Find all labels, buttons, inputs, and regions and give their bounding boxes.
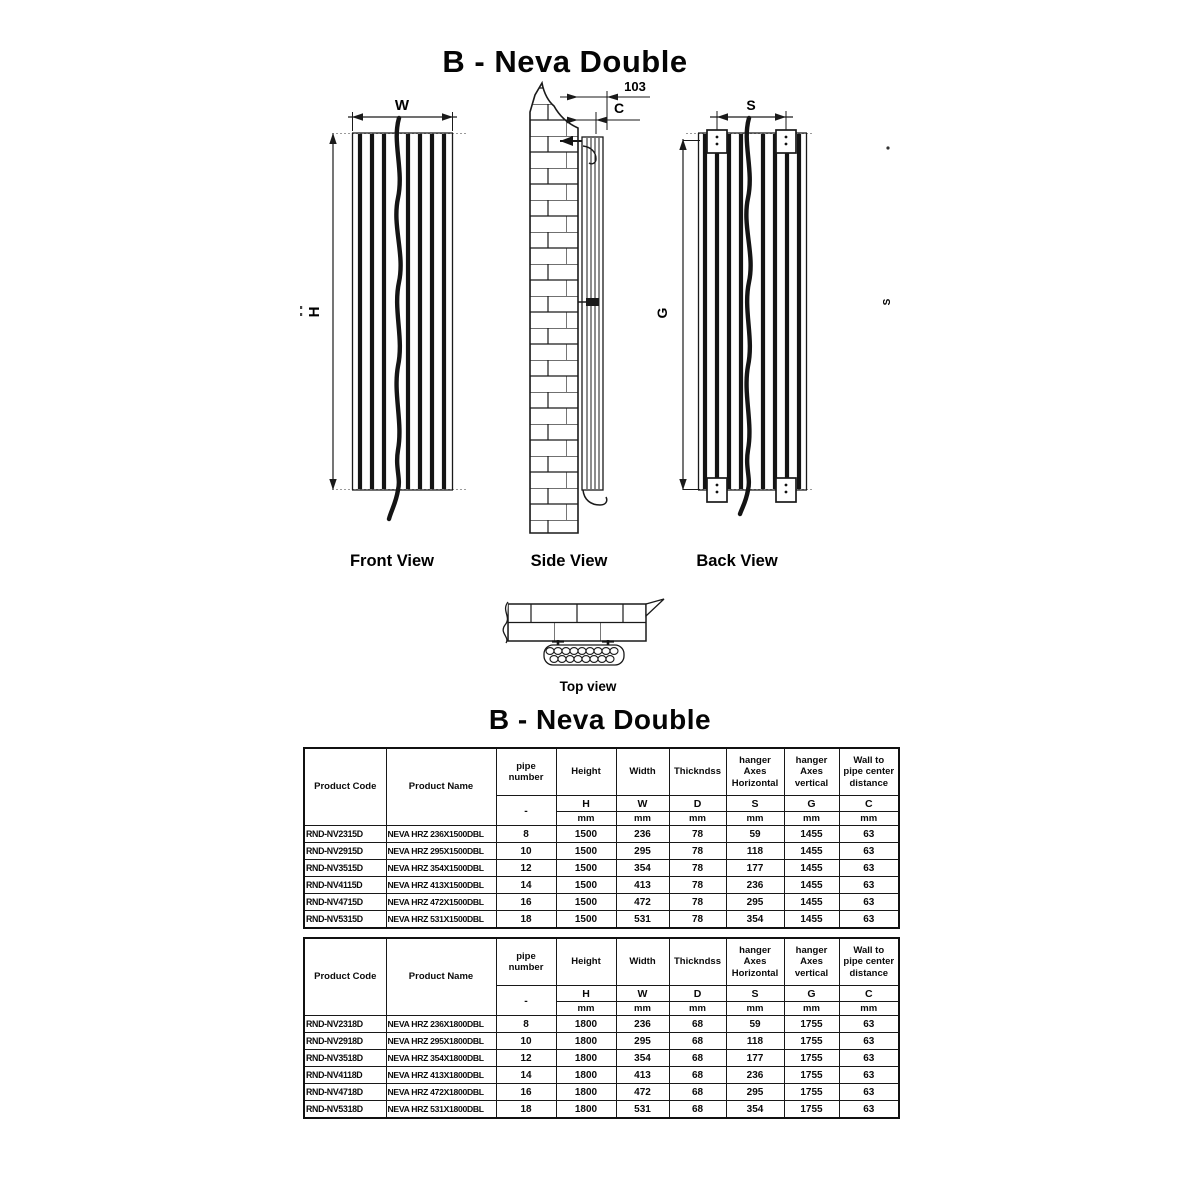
table-section-title: B - Neva Double [488,704,712,735]
table-cell: 16 [496,1084,556,1101]
table-cell: RND-NV2315D [304,826,386,843]
header-product-code: Product Code [304,748,386,826]
table-row [304,894,899,911]
table-cell: 1455 [784,877,839,894]
table-cell: 118 [726,843,784,860]
table-cell: RND-NV2318D [304,1016,386,1033]
table-cell: 354 [726,911,784,929]
table-cell: 8 [496,1016,556,1033]
table-cell: 10 [496,843,556,860]
table-cell: 78 [669,843,726,860]
header-hanger-vertical: hanger Axes vertical [784,938,839,986]
table-cell: 1800 [556,1016,616,1033]
symbol-cell: H [556,986,616,1002]
table-cell: RND-NV2915D [304,843,386,860]
top-view-drawing [503,599,664,694]
table-cell: 1500 [556,877,616,894]
print-artifact [300,313,302,316]
wall-section [530,83,578,533]
table-cell: NEVA HRZ 531X1500DBL [386,911,496,929]
header-thickness: Thickndss [669,748,726,796]
table-cell: 1800 [556,1101,616,1119]
table-cell: 68 [669,1050,726,1067]
table-cell: 68 [669,1067,726,1084]
unit-cell: mm [726,812,784,826]
table-cell: 1455 [784,894,839,911]
table-cell: 78 [669,860,726,877]
table-cell: 78 [669,826,726,843]
table-cell: 295 [616,843,669,860]
front-view-label: Front View [349,552,435,570]
table-cell: 1500 [556,911,616,929]
table-cell: 78 [669,894,726,911]
symbol-cell: D [669,796,726,812]
wall-bracket-middle [578,298,599,306]
height-dim-label: H [306,306,323,318]
table-cell: 472 [616,1084,669,1101]
print-artifact-dot [886,146,889,149]
table-cell: 1800 [556,1050,616,1067]
header-pipe-number: pipe number [496,748,556,796]
table-row [304,860,899,877]
table-cell: 63 [839,1016,899,1033]
symbol-cell: W [616,986,669,1002]
table-cell: 236 [616,826,669,843]
table-cell: 1455 [784,911,839,929]
table-cell: 12 [496,1050,556,1067]
table-cell: 295 [616,1033,669,1050]
table-row [304,1033,899,1050]
header-width: Width [616,938,669,986]
back-view-label: Back View [696,552,778,570]
symbol-cell: - [496,986,556,1016]
back-view-drawing [654,97,814,570]
table-cell: 1800 [556,1084,616,1101]
table-cell: NEVA HRZ 236X1500DBL [386,826,496,843]
table-cell: 63 [839,1101,899,1119]
offset-dimension [560,91,650,130]
table-cell: 12 [496,860,556,877]
table-cell: 59 [726,826,784,843]
hanger-horizontal-dimension [710,111,793,130]
symbol-cell: S [726,796,784,812]
table-cell: 295 [726,1084,784,1101]
header-wall-to-pipe: Wall to pipe center distance [839,748,899,796]
table-cell: RND-NV4115D [304,877,386,894]
pipe-break-line [389,118,401,519]
table-cell: NEVA HRZ 354X1500DBL [386,860,496,877]
unit-cell: mm [784,1002,839,1016]
unit-cell: mm [839,812,899,826]
table-cell: 63 [839,860,899,877]
table-row [304,911,899,929]
radiator-tubes [705,134,799,489]
symbol-cell: C [839,986,899,1002]
symbol-cell: G [784,796,839,812]
unit-cell: mm [616,1002,669,1016]
wall-to-pipe-dim-label: C [613,100,625,116]
header-hanger-vertical: hanger Axes vertical [784,748,839,796]
hanger-vertical-dim-label: G [654,307,670,319]
table-cell: 1755 [784,1084,839,1101]
radiator-side-profile [582,137,603,490]
hanger-horizontal-dim-label: S [746,97,756,113]
table-cell: 63 [839,1033,899,1050]
header-hanger-horizontal: hanger Axes Horizontal [726,748,784,796]
table-cell: 63 [839,1050,899,1067]
table-cell: NEVA HRZ 236X1800DBL [386,1016,496,1033]
offset-dim-label: 103 [624,79,646,94]
table-row [304,1067,899,1084]
table-cell: 59 [726,1016,784,1033]
table-cell: 177 [726,1050,784,1067]
table-cell: 354 [726,1101,784,1119]
table-cell: 1755 [784,1016,839,1033]
symbol-cell: W [616,796,669,812]
width-dimension [348,112,457,131]
table-cell: NEVA HRZ 472X1500DBL [386,894,496,911]
radiator-cross-section [544,645,624,665]
table-cell: 63 [839,1067,899,1084]
table-cell: 1800 [556,1033,616,1050]
header-pipe-number: pipe number [496,938,556,986]
table-cell: 118 [726,1033,784,1050]
symbol-cell: C [839,796,899,812]
table-cell: 531 [616,1101,669,1119]
table-cell: 413 [616,877,669,894]
header-product-name: Product Name [386,938,496,1016]
table-cell: 236 [616,1016,669,1033]
header-product-code: Product Code [304,938,386,1016]
table-row [304,1101,899,1119]
table-cell: 68 [669,1101,726,1119]
wall-torn-edge-right [646,599,664,616]
table-cell: NEVA HRZ 295X1500DBL [386,843,496,860]
header-thickness: Thickndss [669,938,726,986]
table-cell: 14 [496,877,556,894]
symbol-cell: D [669,986,726,1002]
table-cell: NEVA HRZ 295X1800DBL [386,1033,496,1050]
table-cell: 10 [496,1033,556,1050]
symbol-cell: S [726,986,784,1002]
table-cell: NEVA HRZ 472X1800DBL [386,1084,496,1101]
table-cell: RND-NV5318D [304,1101,386,1119]
table-cell: RND-NV4118D [304,1067,386,1084]
side-view-drawing [530,79,650,570]
side-view-label: Side View [530,552,608,570]
table-cell: 295 [726,894,784,911]
wall-bracket-bottom [583,490,607,505]
header-height: Height [556,938,616,986]
header-hanger-horizontal: hanger Axes Horizontal [726,938,784,986]
table-cell: 1455 [784,826,839,843]
table-cell: 68 [669,1033,726,1050]
symbol-cell: G [784,986,839,1002]
header-product-name: Product Name [386,748,496,826]
unit-cell: mm [556,812,616,826]
table-cell: RND-NV4715D [304,894,386,911]
hanger-vertical-dimension [679,139,700,490]
table-row [304,843,899,860]
table-cell: 472 [616,894,669,911]
header-wall-to-pipe: Wall to pipe center distance [839,938,899,986]
spec-table-1500 [303,747,900,929]
table-cell: 1755 [784,1050,839,1067]
table-cell: 1755 [784,1101,839,1119]
height-dimension [329,133,336,490]
table-cell: 63 [839,911,899,929]
table-cell: 1500 [556,826,616,843]
unit-cell: mm [669,812,726,826]
table-cell: 177 [726,860,784,877]
table-cell: 18 [496,911,556,929]
table-cell: 14 [496,1067,556,1084]
table-cell: 63 [839,894,899,911]
symbol-cell: H [556,796,616,812]
wall-top-section [508,604,646,641]
table-row [304,826,899,843]
table-cell: NEVA HRZ 413X1500DBL [386,877,496,894]
table-row [304,1050,899,1067]
table-cell: RND-NV4718D [304,1084,386,1101]
front-view-drawing [300,97,468,570]
print-artifact [300,306,302,309]
table-cell: 63 [839,877,899,894]
table-cell: 354 [616,1050,669,1067]
table-cell: 531 [616,911,669,929]
table-cell: RND-NV5315D [304,911,386,929]
page-title: B - Neva Double [442,44,688,79]
stray-s-mark: S [882,298,893,306]
table-row [304,1016,899,1033]
table-cell: RND-NV3518D [304,1050,386,1067]
table-cell: 236 [726,1067,784,1084]
table-cell: 236 [726,877,784,894]
unit-cell: mm [839,1002,899,1016]
table-cell: 68 [669,1016,726,1033]
table-cell: 1455 [784,860,839,877]
table-cell: RND-NV3515D [304,860,386,877]
unit-cell: mm [669,1002,726,1016]
table-cell: NEVA HRZ 413X1800DBL [386,1067,496,1084]
unit-cell: mm [556,1002,616,1016]
header-width: Width [616,748,669,796]
table-cell: 8 [496,826,556,843]
table-cell: 354 [616,860,669,877]
table-cell: 63 [839,826,899,843]
table-cell: 63 [839,1084,899,1101]
table-cell: 78 [669,911,726,929]
spec-table-1800 [303,937,900,1119]
table-cell: 1500 [556,843,616,860]
symbol-cell: - [496,796,556,826]
header-height: Height [556,748,616,796]
table-cell: 1800 [556,1067,616,1084]
top-view-label: Top view [559,679,617,694]
radiator-tubes [360,134,444,489]
table-cell: 68 [669,1084,726,1101]
table-cell: 18 [496,1101,556,1119]
table-cell: NEVA HRZ 531X1800DBL [386,1101,496,1119]
table-cell: 16 [496,894,556,911]
table-cell: NEVA HRZ 354X1800DBL [386,1050,496,1067]
table-cell: 1455 [784,843,839,860]
unit-cell: mm [616,812,669,826]
table-cell: 1755 [784,1033,839,1050]
unit-cell: mm [726,1002,784,1016]
table-cell: 78 [669,877,726,894]
unit-cell: mm [784,812,839,826]
table-cell: 63 [839,843,899,860]
table-cell: 1755 [784,1067,839,1084]
table-cell: 1500 [556,860,616,877]
table-row [304,1084,899,1101]
table-cell: 1500 [556,894,616,911]
table-cell: 413 [616,1067,669,1084]
width-dim-label: W [394,97,410,114]
table-row [304,877,899,894]
table-cell: RND-NV2918D [304,1033,386,1050]
